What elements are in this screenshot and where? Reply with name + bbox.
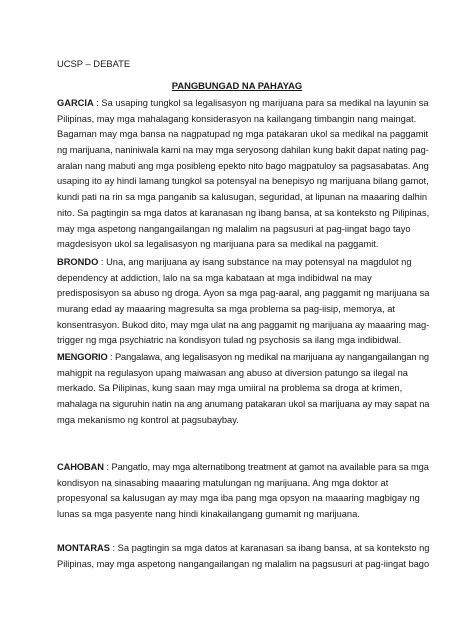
- paragraph-line: trigger ng mga psychiatric na kondisyon tulad ng psychosis sa ilang mga indibidwal.: [57, 335, 402, 346]
- paragraph-line: Bagaman may mga bansa na nagpatupad ng mga patakaran ukol sa medikal na paggamit: [57, 129, 429, 140]
- paragraph-montaras: [57, 541, 429, 572]
- paragraph-line: MENGORIO : Pangalawa, ang legalisasyon ng medikal na marijuana ay nangangailangan ng: [57, 352, 429, 362]
- paragraph-line: propesyonal sa kalusugan ay may mga iba pang mga opsyon na maaaring magbigay ng: [57, 493, 420, 504]
- paragraph-garcia: [57, 96, 429, 253]
- paragraph-line: merkado. Sa Pilipinas, kung saan may mga umiiral na problema sa droga at krimen,: [57, 383, 403, 394]
- speaker-name: MONTARAS: [57, 543, 110, 553]
- paragraph-line: BRONDO : Una, ang marijuana ay isang substance na may potensyal na magdulot ng: [57, 257, 412, 267]
- paragraph-line: may mga aspetong nangangailangan ng malalim na pagsusuri at pag-iingat bago tayo: [57, 223, 411, 234]
- paragraph-brondo: [57, 255, 429, 349]
- course-header: UCSP – DEBATE: [57, 58, 131, 69]
- paragraph-line: lunas sa mga pasyente nang hindi kinakailangang gumamit ng marijuana.: [57, 509, 360, 520]
- paragraph-line: usaping ito ay hindi lamang tungkol sa potensyal na benepisyo ng marijuana bilang gamot,: [57, 176, 429, 187]
- speaker-name: CAHOBAN: [57, 462, 104, 472]
- paragraph-line: nito. Sa pagtingin sa mga datos at karanasan ng ibang bansa, at sa konteksto ng Pilipinas,: [57, 207, 430, 218]
- paragraph-line: predisposisyon sa abuso ng droga. Ayon sa mga pag-aaral, ang paggamit ng marijuana sa: [57, 288, 430, 299]
- speaker-name: MENGORIO: [57, 352, 108, 362]
- paragraph-line: kundi pati na rin sa mga panganib sa kalusugan, seguridad, at lipunan na maaaring dalhin: [57, 192, 428, 203]
- speaker-name: GARCIA: [57, 98, 94, 108]
- paragraph-line: mga mekanismo ng kontrol at pagsubaybay.: [57, 414, 239, 425]
- paragraph-line: ng marijuana, naniniwala kami na may mga seryosong dahilan kung bakit dapat nating pag-: [57, 145, 429, 156]
- paragraph-line: dependency at addiction, lalo na sa mga kabataan at mga indibidwal na may: [57, 272, 372, 283]
- paragraph-line: magdesisyon ukol sa legalisasyon ng marijuana para sa medikal na paggamit.: [57, 239, 379, 250]
- paragraph-line: mahigpit na regulasyon upang maiwasan ang abuso at diversion patungo sa ilegal na: [57, 367, 408, 378]
- document-title: PANGBUNGAD NA PAHAYAG: [171, 80, 303, 91]
- paragraph-line: CAHOBAN : Pangatlo, may mga alternatibong treatment at gamot na available para sa mga: [57, 462, 429, 472]
- paragraph-line: aralan nang mabuti ang mga posibleng epekto nito bago magpatuloy sa pagsasabatas. Ang: [57, 160, 429, 171]
- paragraph-line: MONTARAS : Sa pagtingin sa mga datos at karanasan sa ibang bansa, at sa konteksto ng: [57, 543, 430, 553]
- paragraph-line: mahalaga na siguruhin natin na ang anumang patakaran ukol sa marijuana ay may sapat na: [57, 399, 430, 410]
- paragraph-line: GARCIA : Sa usaping tungkol sa legalisasyon ng marijuana para sa medikal na layunin sa: [57, 98, 429, 108]
- paragraph-line: murang edad ay maaaring magresulta sa mga problema sa pag-iisip, memorya, at: [57, 304, 395, 315]
- paragraph-line: kondisyon na sinasabing maaaring matulungan ng marijuana. Ang mga doktor at: [57, 477, 389, 488]
- speaker-name: BRONDO: [57, 257, 99, 267]
- paragraph-cahoban: [57, 460, 429, 523]
- paragraph-line: Pilipinas, may mga mahalagang konsiderasyon na kailangang timbangin nang maingat.: [57, 113, 417, 124]
- paragraph-mengorio: [57, 350, 429, 428]
- paragraph-line: konsentrasyon. Bukod dito, may mga ulat na ang paggamit ng marijuana ay maaaring mag-: [57, 319, 430, 330]
- paragraph-line: Pilipinas, may mga aspetong nangangailangan ng malalim na pagsusuri at pag-iingat bago: [57, 558, 430, 569]
